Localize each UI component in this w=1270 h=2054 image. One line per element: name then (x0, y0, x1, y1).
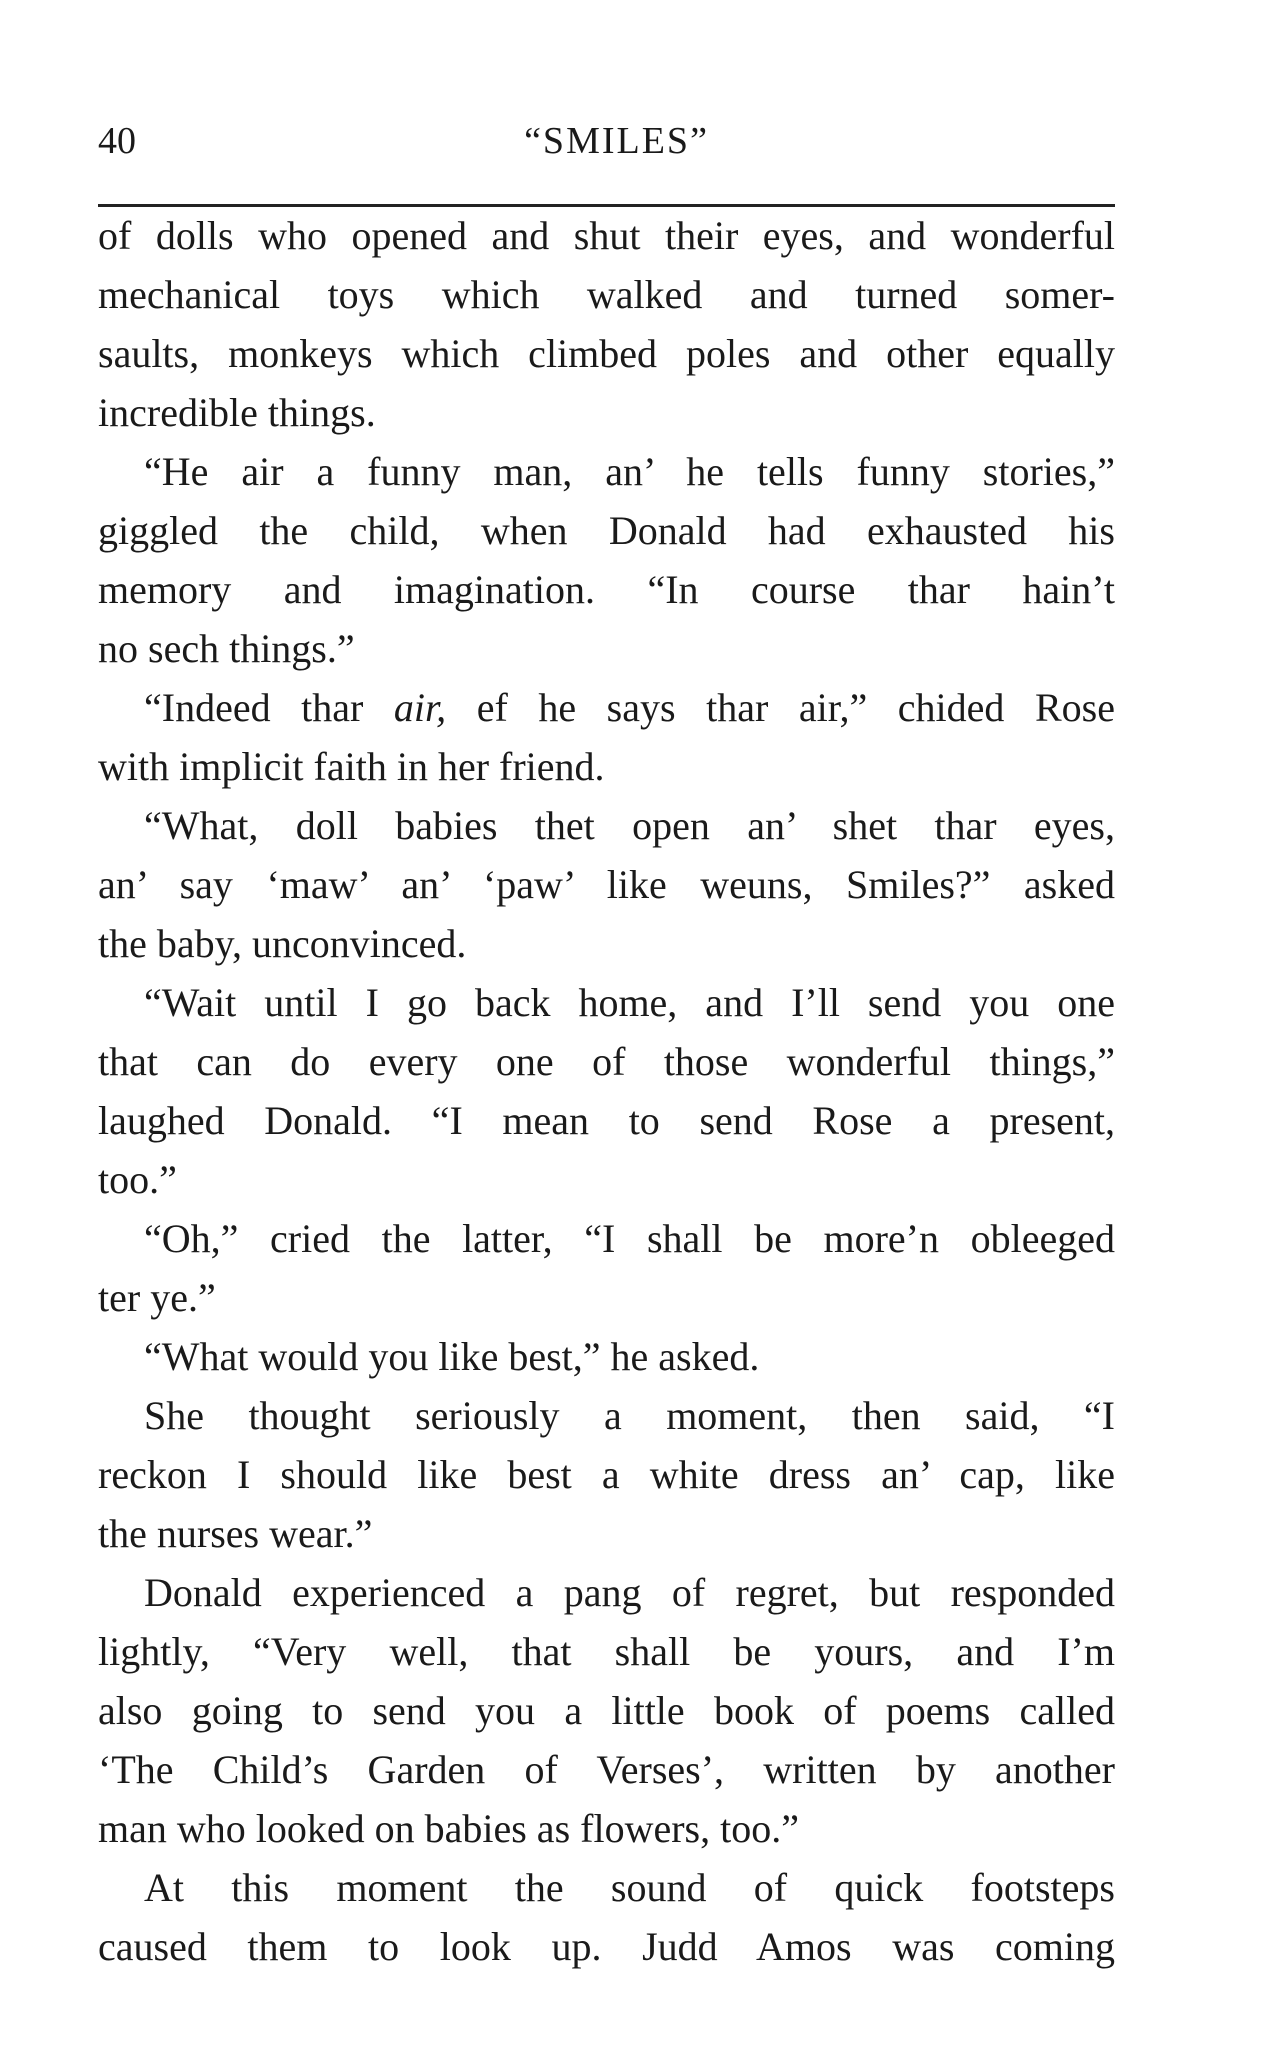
text-line: no sech things.” (98, 626, 355, 671)
text-line: lightly, “Very well, that shall be yours, and I’m (98, 1629, 1115, 1674)
text-line: an’ say ‘maw’ an’ ‘paw’ like weuns, Smiles?” asked (98, 862, 1115, 907)
text-line: with implicit faith in her friend. (98, 744, 605, 789)
text-line: “What, doll babies thet open an’ shet thar eyes, (144, 803, 1115, 848)
text-line (98, 678, 1115, 737)
page-number: 40 (98, 120, 136, 162)
text-line: “He air a funny man, an’ he tells funny stories,” (144, 449, 1115, 494)
text-line: incredible things. (98, 390, 376, 435)
text-line: reckon I should like best a white dress an’ cap, like (98, 1452, 1115, 1497)
page-header (98, 116, 1115, 166)
text-line: She thought seriously a moment, then said, “I (144, 1393, 1115, 1438)
text-line: that can do every one of those wonderful things,” (98, 1039, 1115, 1084)
text-line: ter ye.” (98, 1275, 216, 1320)
text-segment: ef he says thar air,” chided Rose (446, 685, 1115, 730)
text-line: saults, monkeys which climbed poles and other equally (98, 331, 1115, 376)
text-line: man who looked on babies as flowers, too.” (98, 1806, 799, 1851)
text-line: Donald experienced a pang of regret, but responded (144, 1570, 1115, 1615)
text-line: caused them to look up. Judd Amos was coming (98, 1924, 1115, 1969)
text-line: laughed Donald. “I mean to send Rose a present, (98, 1098, 1115, 1143)
text-line: ‘The Child’s Garden of Verses’, written by another (98, 1747, 1115, 1792)
text-line: giggled the child, when Donald had exhausted his (98, 508, 1115, 553)
text-line: the baby, unconvinced. (98, 921, 467, 966)
text-line: “Oh,” cried the latter, “I shall be more’n obleeged (144, 1216, 1115, 1261)
text-line: too.” (98, 1157, 177, 1202)
text-line: “Wait until I go back home, and I’ll send you one (144, 980, 1115, 1025)
body-text (98, 206, 1115, 1976)
text-line: mechanical toys which walked and turned somer- (98, 272, 1115, 317)
text-line: the nurses wear.” (98, 1511, 373, 1556)
text-line: “What would you like best,” he asked. (144, 1334, 760, 1379)
text-segment: “Indeed thar (144, 685, 394, 730)
running-title: “SMILES” (524, 120, 709, 162)
italic-word: air, (393, 685, 447, 730)
text-line: At this moment the sound of quick footsteps (144, 1865, 1115, 1910)
text-line: of dolls who opened and shut their eyes, and wonderful (98, 213, 1115, 258)
text-line: memory and imagination. “In course thar hain’t (98, 567, 1115, 612)
text-line: also going to send you a little book of poems called (98, 1688, 1115, 1733)
